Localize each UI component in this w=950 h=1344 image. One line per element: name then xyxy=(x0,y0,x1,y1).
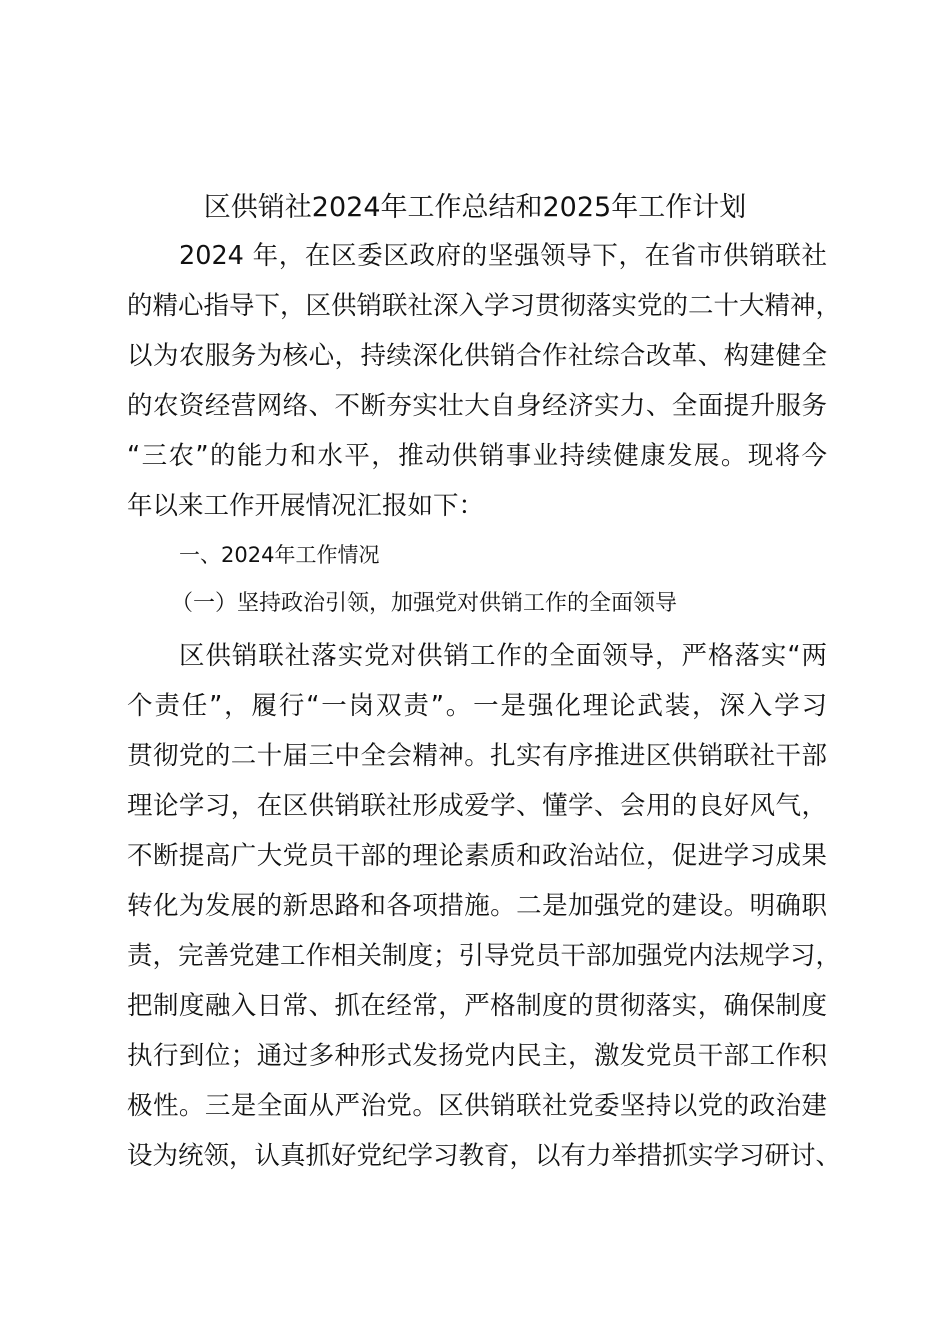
intro-line: 的农资经营网络、不断夯实壮大自身经济实力、全面提升服务 xyxy=(127,391,827,421)
body-line: 区供销联社落实党对供销工作的全面领导，严格落实“两 xyxy=(179,641,827,671)
intro-line: 年以来工作开展情况汇报如下： xyxy=(127,491,485,521)
body-line: 设为统领，认真抓好党纪学习教育，以有力举措抓实学习研讨、 xyxy=(127,1141,842,1171)
body-line: 责，完善党建工作相关制度；引导党员干部加强党内法规学习， xyxy=(127,941,842,971)
body-line: 不断提高广大党员干部的理论素质和政治站位，促进学习成果 xyxy=(127,841,827,871)
intro-line: 以为农服务为核心，持续深化供销合作社综合改革、构建健全 xyxy=(127,341,827,371)
subsection-heading: （一）坚持政治引领，加强党对供销工作的全面领导 xyxy=(171,591,678,616)
body-line: 把制度融入日常、抓在经常，严格制度的贯彻落实，确保制度 xyxy=(127,991,827,1021)
section-heading: 一、2024年工作情况 xyxy=(179,543,380,567)
body-line: 极性。三是全面从严治党。区供销联社党委坚持以党的政治建 xyxy=(127,1091,827,1121)
body-line: 执行到位；通过多种形式发扬党内民主，激发党员干部工作积 xyxy=(127,1041,827,1071)
body-line: 个责任”，履行“一岗双责”。一是强化理论武装，深入学习 xyxy=(127,691,827,721)
document-title: 区供销社2024年工作总结和2025年工作计划 xyxy=(203,192,747,223)
body-line: 理论学习，在区供销联社形成爱学、懂学、会用的良好风气， xyxy=(127,791,827,821)
intro-line: 2024 年，在区委区政府的坚强领导下，在省市供销联社 xyxy=(179,241,827,271)
body-line: 转化为发展的新思路和各项措施。二是加强党的建设。明确职 xyxy=(127,891,827,921)
body-line: 贯彻党的二十届三中全会精神。扎实有序推进区供销联社干部 xyxy=(127,741,827,771)
intro-line: “三农”的能力和水平，推动供销事业持续健康发展。现将今 xyxy=(127,441,827,471)
intro-line: 的精心指导下，区供销联社深入学习贯彻落实党的二十大精神， xyxy=(127,291,842,321)
